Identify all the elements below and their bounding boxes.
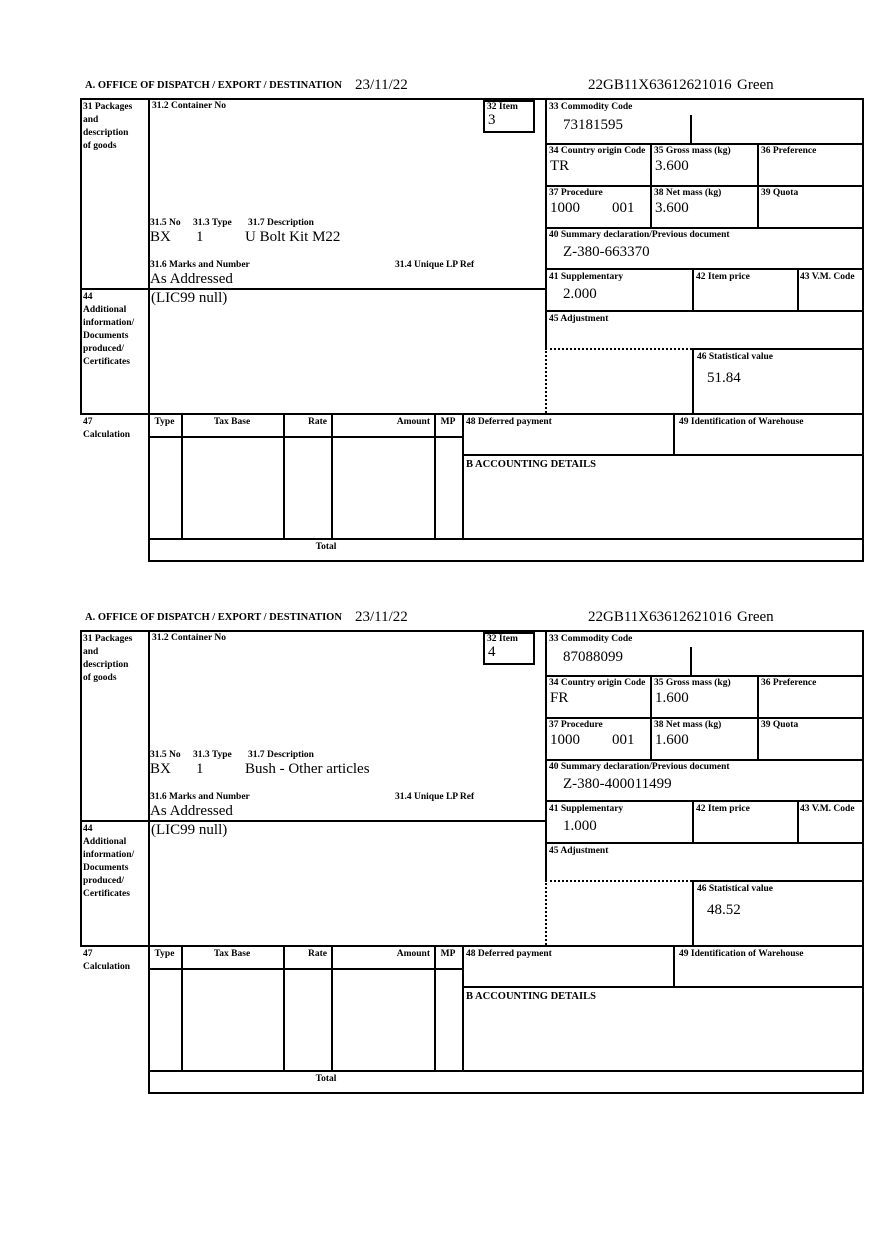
border-line (283, 413, 285, 538)
movement-reference-number: 22GB11X63612621016 (588, 609, 732, 625)
total-label: Total (315, 1074, 337, 1084)
border-line (692, 800, 694, 842)
country-origin-label: 34 Country origin Code (549, 146, 646, 156)
border-line (148, 630, 150, 1092)
gross-mass-label: 35 Gross mass (kg) (654, 146, 731, 156)
total-label: Total (315, 542, 337, 552)
item-number-value: 3 (488, 112, 496, 128)
border-line (148, 1092, 864, 1094)
border-line (545, 800, 864, 802)
border-line (862, 98, 864, 562)
statistical-value: 48.52 (707, 902, 741, 918)
procedure-value-1: 1000 (550, 732, 580, 748)
procedure-value-2: 001 (612, 200, 635, 216)
office-of-dispatch-label: A. OFFICE OF DISPATCH / EXPORT / DESTINATION (85, 80, 342, 91)
package-no-label: 31.5 No (150, 218, 181, 228)
office-of-dispatch-label: A. OFFICE OF DISPATCH / EXPORT / DESTINATION (85, 612, 342, 623)
previous-document-label: 40 Summary declaration/Previous document (549, 762, 730, 772)
border-line (434, 945, 436, 1070)
border-line (80, 98, 864, 100)
procedure-value-2: 001 (612, 732, 635, 748)
border-line (80, 945, 864, 947)
calc-header-tax-base: Tax Base (213, 949, 251, 959)
package-no-value: BX (150, 229, 171, 245)
border-line (545, 630, 547, 880)
additional-information-label: 44 Additional information/ Documents produced/ Certificates (83, 824, 135, 899)
calc-header-amount: Amount (396, 417, 430, 427)
border-line (545, 143, 864, 145)
border-line (545, 310, 864, 312)
supplementary-label: 41 Supplementary (549, 804, 624, 814)
gross-mass-value: 1.600 (655, 690, 689, 706)
commodity-code-value: 87088099 (563, 649, 623, 665)
description-label: 31.7 Description (248, 218, 314, 228)
package-no-value: BX (150, 761, 171, 777)
additional-information-label: 44 Additional information/ Documents produced/ Certificates (83, 292, 135, 367)
preference-label: 36 Preference (761, 146, 817, 156)
calculation-label: 47 Calculation (83, 417, 130, 440)
package-no-label: 31.5 No (150, 750, 181, 760)
container-no-label: 31.2 Container No (152, 633, 226, 643)
routing-status: Green (737, 609, 774, 625)
border-line (331, 413, 333, 538)
statistical-value-label: 46 Statistical value (697, 352, 773, 362)
package-type-value: 1 (196, 761, 204, 777)
package-type-value: 1 (196, 229, 204, 245)
vm-code-label: 43 V.M. Code (800, 804, 855, 814)
calc-header-type: Type (154, 417, 175, 427)
border-line (545, 185, 864, 187)
border-line (797, 268, 799, 310)
statistical-value-label: 46 Statistical value (697, 884, 773, 894)
border-line (673, 413, 675, 454)
calc-header-rate: Rate (308, 949, 327, 959)
declaration-date: 23/11/22 (355, 77, 408, 93)
calc-header-mp: MP (440, 417, 456, 427)
country-origin-value: TR (550, 158, 570, 174)
border-line (650, 143, 652, 227)
border-line (692, 268, 694, 310)
supplementary-value: 1.000 (563, 818, 597, 834)
container-no-label: 31.2 Container No (152, 101, 226, 111)
quota-label: 39 Quota (761, 720, 799, 730)
declaration-item-form (0, 75, 882, 575)
border-line (148, 1070, 864, 1072)
adjustment-label: 45 Adjustment (549, 846, 609, 856)
procedure-value-1: 1000 (550, 200, 580, 216)
border-line (331, 945, 333, 1070)
item-price-label: 42 Item price (696, 804, 750, 814)
deferred-payment-label: 48 Deferred payment (466, 949, 552, 959)
unique-lp-ref-label: 31.4 Unique LP Ref (395, 792, 475, 802)
border-line (545, 268, 864, 270)
movement-reference-number: 22GB11X63612621016 (588, 77, 732, 93)
additional-info-value: (LIC99 null) (151, 290, 228, 306)
previous-document-value: Z-380-663370 (563, 244, 650, 260)
supplementary-value: 2.000 (563, 286, 597, 302)
border-line (692, 880, 694, 945)
declaration-item-form (0, 607, 882, 1107)
calc-header-mp: MP (440, 949, 456, 959)
goods-description: U Bolt Kit M22 (245, 229, 341, 245)
calc-header-amount: Amount (396, 949, 430, 959)
declaration-date: 23/11/22 (355, 609, 408, 625)
border-line (148, 98, 150, 560)
commodity-code-separator-line (690, 115, 692, 143)
warehouse-id-label: 49 Identification of Warehouse (679, 949, 804, 959)
dotted-border-line (545, 880, 547, 945)
border-line (148, 560, 864, 562)
deferred-payment-label: 48 Deferred payment (466, 417, 552, 427)
country-origin-value: FR (550, 690, 569, 706)
marks-and-number-label: 31.6 Marks and Number (150, 792, 250, 802)
border-line (545, 717, 864, 719)
packages-description-label: 31 Packages and description of goods (83, 634, 133, 683)
routing-status: Green (737, 77, 774, 93)
commodity-code-label: 33 Commodity Code (549, 634, 633, 644)
border-line (545, 759, 864, 761)
border-line (148, 538, 864, 540)
dotted-border-line (545, 880, 692, 882)
border-line (462, 413, 464, 538)
procedure-label: 37 Procedure (549, 720, 603, 730)
border-line (80, 98, 82, 413)
border-line (797, 800, 799, 842)
previous-document-label: 40 Summary declaration/Previous document (549, 230, 730, 240)
procedure-label: 37 Procedure (549, 188, 603, 198)
additional-info-value: (LIC99 null) (151, 822, 228, 838)
calc-header-tax-base: Tax Base (213, 417, 251, 427)
border-line (692, 348, 864, 350)
supplementary-label: 41 Supplementary (549, 272, 624, 282)
calculation-label: 47 Calculation (83, 949, 130, 972)
unique-lp-ref-label: 31.4 Unique LP Ref (395, 260, 475, 270)
marks-value: As Addressed (150, 271, 233, 287)
package-type-label: 31.3 Type (193, 218, 232, 228)
item-price-label: 42 Item price (696, 272, 750, 282)
statistical-value: 51.84 (707, 370, 741, 386)
border-line (862, 630, 864, 1094)
goods-description: Bush - Other articles (245, 761, 370, 777)
border-line (650, 675, 652, 759)
net-mass-label: 38 Net mass (kg) (654, 720, 722, 730)
border-line (80, 413, 864, 415)
accounting-details-label: B ACCOUNTING DETAILS (466, 991, 596, 1002)
adjustment-label: 45 Adjustment (549, 314, 609, 324)
quota-label: 39 Quota (761, 188, 799, 198)
item-number-value: 4 (488, 644, 496, 660)
gross-mass-value: 3.600 (655, 158, 689, 174)
border-line (545, 227, 864, 229)
preference-label: 36 Preference (761, 678, 817, 688)
item-number-label: 32 Item (487, 634, 518, 644)
border-line (692, 880, 864, 882)
package-type-label: 31.3 Type (193, 750, 232, 760)
gross-mass-label: 35 Gross mass (kg) (654, 678, 731, 688)
border-line (545, 98, 547, 348)
vm-code-label: 43 V.M. Code (800, 272, 855, 282)
commodity-code-separator-line (690, 647, 692, 675)
border-line (757, 143, 759, 227)
border-line (434, 413, 436, 538)
commodity-code-value: 73181595 (563, 117, 623, 133)
previous-document-value: Z-380-400011499 (563, 776, 672, 792)
dotted-border-line (545, 348, 547, 413)
border-line (545, 842, 864, 844)
border-line (148, 436, 464, 438)
border-line (462, 986, 864, 988)
calc-header-rate: Rate (308, 417, 327, 427)
commodity-code-label: 33 Commodity Code (549, 102, 633, 112)
border-line (181, 945, 183, 1070)
dotted-border-line (545, 348, 692, 350)
border-line (462, 454, 864, 456)
packages-description-label: 31 Packages and description of goods (83, 102, 133, 151)
border-line (148, 968, 464, 970)
marks-and-number-label: 31.6 Marks and Number (150, 260, 250, 270)
accounting-details-label: B ACCOUNTING DETAILS (466, 459, 596, 470)
description-label: 31.7 Description (248, 750, 314, 760)
border-line (692, 348, 694, 413)
border-line (181, 413, 183, 538)
border-line (545, 675, 864, 677)
net-mass-value: 3.600 (655, 200, 689, 216)
net-mass-label: 38 Net mass (kg) (654, 188, 722, 198)
border-line (283, 945, 285, 1070)
net-mass-value: 1.600 (655, 732, 689, 748)
country-origin-label: 34 Country origin Code (549, 678, 646, 688)
calc-header-type: Type (154, 949, 175, 959)
marks-value: As Addressed (150, 803, 233, 819)
border-line (80, 630, 864, 632)
border-line (757, 675, 759, 759)
border-line (80, 630, 82, 945)
border-line (673, 945, 675, 986)
warehouse-id-label: 49 Identification of Warehouse (679, 417, 804, 427)
border-line (462, 945, 464, 1070)
item-number-label: 32 Item (487, 102, 518, 112)
